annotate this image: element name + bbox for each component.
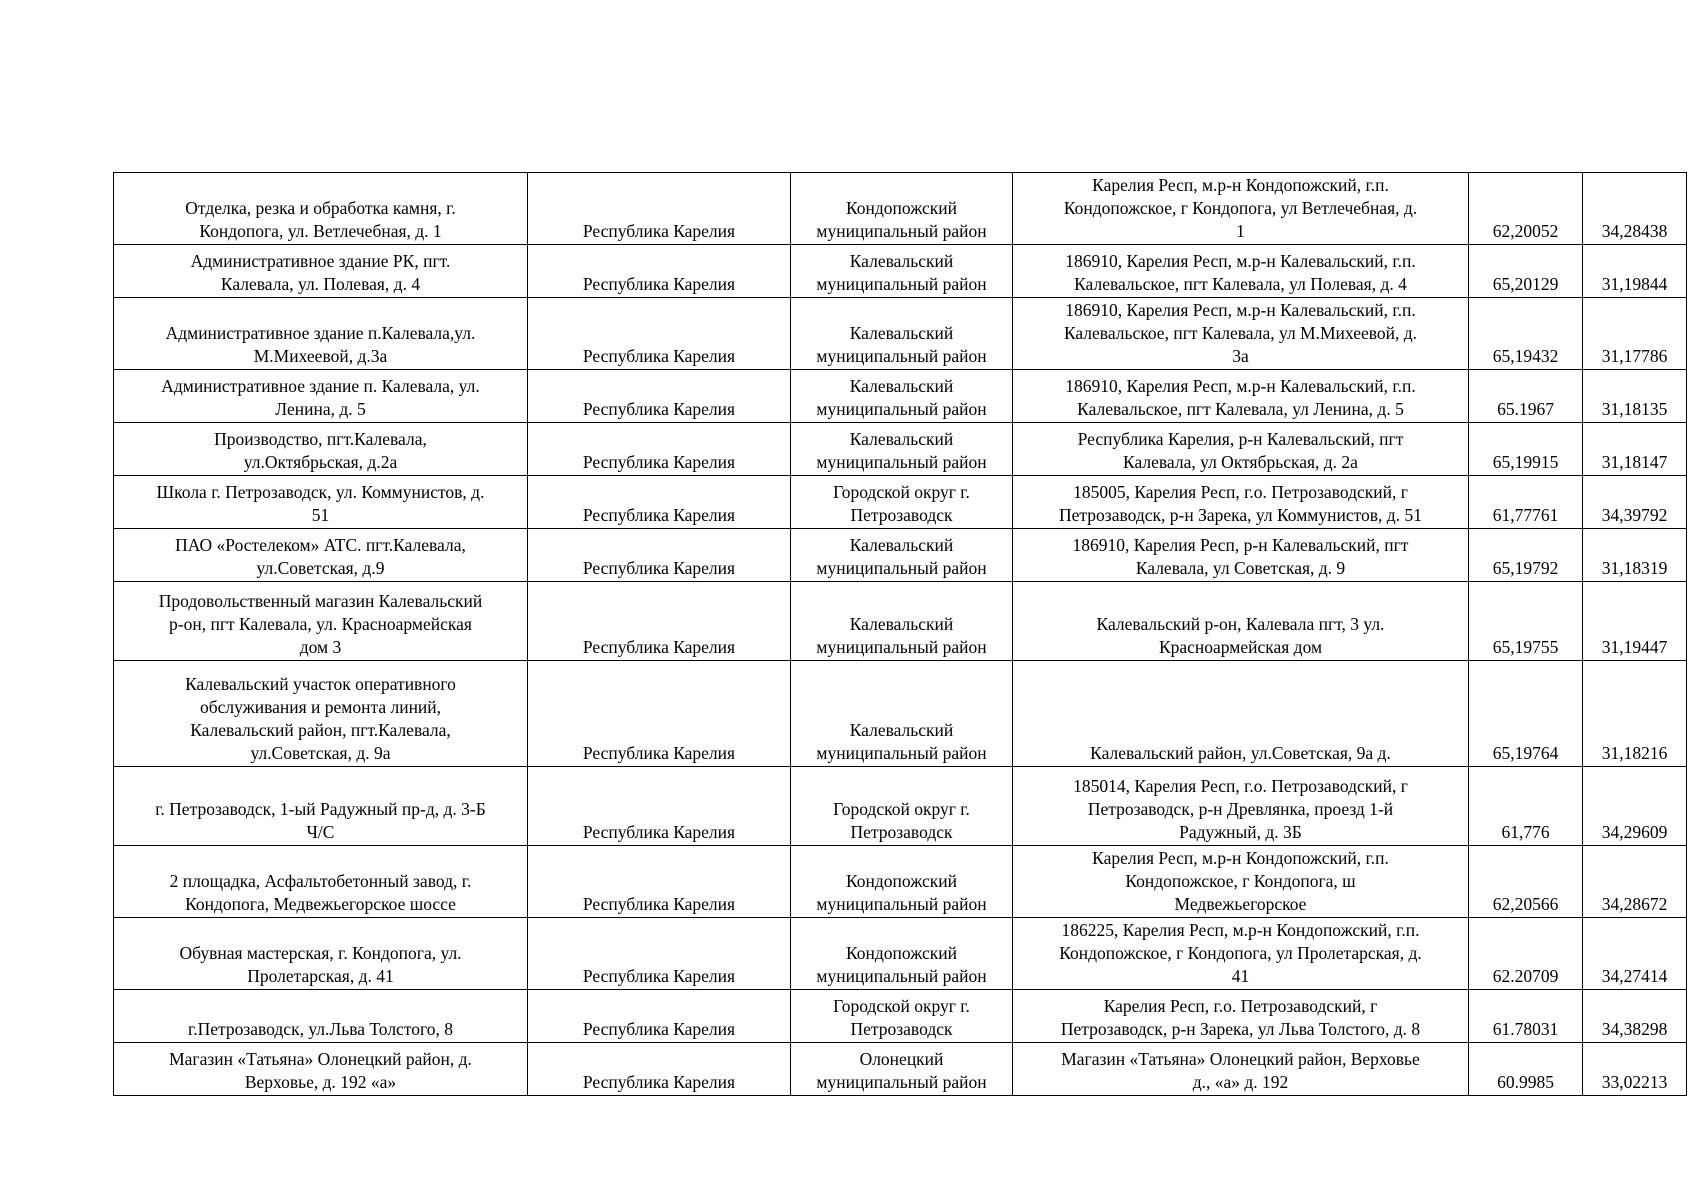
object-name-cell: Магазин «Татьяна» Олонецкий район, д. Верховье, д. 192 «а» bbox=[114, 1043, 528, 1096]
longitude-cell: 31,18135 bbox=[1583, 370, 1687, 423]
address-cell: Калевальский район, ул.Советская, 9а д. bbox=[1013, 661, 1469, 767]
district-cell: Калевальский муниципальный район bbox=[791, 582, 1013, 661]
region-cell: Республика Карелия bbox=[528, 582, 791, 661]
district-cell: Городской округ г. Петрозаводск bbox=[791, 767, 1013, 846]
address-cell: Карелия Респ, м.р-н Кондопожский, г.п. Кондопожское, г Кондопога, ул Ветлечебная, д. 1 bbox=[1013, 173, 1469, 245]
table-row bbox=[114, 476, 1687, 529]
object-name-cell: Административное здание п. Калевала, ул. Ленина, д. 5 bbox=[114, 370, 528, 423]
latitude-cell: 61,77761 bbox=[1469, 476, 1583, 529]
region-cell: Республика Карелия bbox=[528, 661, 791, 767]
district-cell: Калевальский муниципальный район bbox=[791, 661, 1013, 767]
region-cell: Республика Карелия bbox=[528, 767, 791, 846]
table-row bbox=[114, 423, 1687, 476]
region-cell: Республика Карелия bbox=[528, 423, 791, 476]
table-row bbox=[114, 173, 1687, 245]
latitude-cell: 65,19755 bbox=[1469, 582, 1583, 661]
region-cell: Республика Карелия bbox=[528, 1043, 791, 1096]
district-cell: Калевальский муниципальный район bbox=[791, 370, 1013, 423]
address-cell: 186910, Карелия Респ, р-н Калевальский, пгт Калевала, ул Советская, д. 9 bbox=[1013, 529, 1469, 582]
longitude-cell: 33,02213 bbox=[1583, 1043, 1687, 1096]
region-cell: Республика Карелия bbox=[528, 918, 791, 990]
object-name-cell: Административное здание п.Калевала,ул. М.Михеевой, д.3а bbox=[114, 298, 528, 370]
latitude-cell: 65.1967 bbox=[1469, 370, 1583, 423]
address-cell: 186910, Карелия Респ, м.р-н Калевальский, г.п. Калевальское, пгт Калевала, ул Ленина, д. 5 bbox=[1013, 370, 1469, 423]
address-cell: Карелия Респ, г.о. Петрозаводский, г Петрозаводск, р-н Зарека, ул Льва Толстого, д. 8 bbox=[1013, 990, 1469, 1043]
latitude-cell: 65,19764 bbox=[1469, 661, 1583, 767]
district-cell: Калевальский муниципальный район bbox=[791, 298, 1013, 370]
table-row bbox=[114, 529, 1687, 582]
object-name-cell: ПАО «Ростелеком» АТС. пгт.Калевала, ул.Советская, д.9 bbox=[114, 529, 528, 582]
address-cell: 185005, Карелия Респ, г.о. Петрозаводский, г Петрозаводск, р-н Зарека, ул Коммунистов, д. 51 bbox=[1013, 476, 1469, 529]
latitude-cell: 62,20052 bbox=[1469, 173, 1583, 245]
object-name-cell: Продовольственный магазин Калевальский р-он, пгт Калевала, ул. Красноармейская дом 3 bbox=[114, 582, 528, 661]
district-cell: Калевальский муниципальный район bbox=[791, 245, 1013, 298]
longitude-cell: 34,38298 bbox=[1583, 990, 1687, 1043]
object-name-cell: г.Петрозаводск, ул.Льва Толстого, 8 bbox=[114, 990, 528, 1043]
address-cell: 186225, Карелия Респ, м.р-н Кондопожский, г.п. Кондопожское, г Кондопога, ул Пролетарская, д. 41 bbox=[1013, 918, 1469, 990]
longitude-cell: 34,29609 bbox=[1583, 767, 1687, 846]
table-row bbox=[114, 661, 1687, 767]
object-name-cell: Школа г. Петрозаводск, ул. Коммунистов, д. 51 bbox=[114, 476, 528, 529]
address-cell: Республика Карелия, р-н Калевальский, пгт Калевала, ул Октябрьская, д. 2а bbox=[1013, 423, 1469, 476]
table-body bbox=[114, 173, 1687, 1096]
object-name-cell: Обувная мастерская, г. Кондопога, ул. Пролетарская, д. 41 bbox=[114, 918, 528, 990]
address-cell: Калевальский р-он, Калевала пгт, 3 ул. Красноармейская дом bbox=[1013, 582, 1469, 661]
table-row bbox=[114, 1043, 1687, 1096]
region-cell: Республика Карелия bbox=[528, 298, 791, 370]
district-cell: Кондопожский муниципальный район bbox=[791, 918, 1013, 990]
latitude-cell: 65,19792 bbox=[1469, 529, 1583, 582]
district-cell: Кондопожский муниципальный район bbox=[791, 173, 1013, 245]
district-cell: Калевальский муниципальный район bbox=[791, 529, 1013, 582]
longitude-cell: 31,18147 bbox=[1583, 423, 1687, 476]
table-row bbox=[114, 846, 1687, 918]
object-name-cell: Калевальский участок оперативного обслуживания и ремонта линий, Калевальский район, пгт.Калевала, ул.Советская, д. 9а bbox=[114, 661, 528, 767]
table-row bbox=[114, 370, 1687, 423]
latitude-cell: 61.78031 bbox=[1469, 990, 1583, 1043]
table-row bbox=[114, 582, 1687, 661]
latitude-cell: 65,19915 bbox=[1469, 423, 1583, 476]
longitude-cell: 31,19844 bbox=[1583, 245, 1687, 298]
longitude-cell: 34,28672 bbox=[1583, 846, 1687, 918]
district-cell: Калевальский муниципальный район bbox=[791, 423, 1013, 476]
longitude-cell: 31,18319 bbox=[1583, 529, 1687, 582]
latitude-cell: 61,776 bbox=[1469, 767, 1583, 846]
longitude-cell: 31,19447 bbox=[1583, 582, 1687, 661]
region-cell: Республика Карелия bbox=[528, 476, 791, 529]
longitude-cell: 34,27414 bbox=[1583, 918, 1687, 990]
table-row bbox=[114, 245, 1687, 298]
address-cell: 186910, Карелия Респ, м.р-н Калевальский, г.п. Калевальское, пгт Калевала, ул М.Михеевой, д. 3а bbox=[1013, 298, 1469, 370]
region-cell: Республика Карелия bbox=[528, 245, 791, 298]
latitude-cell: 65,19432 bbox=[1469, 298, 1583, 370]
region-cell: Республика Карелия bbox=[528, 846, 791, 918]
region-cell: Республика Карелия bbox=[528, 529, 791, 582]
locations-table bbox=[113, 172, 1687, 1096]
address-cell: Карелия Респ, м.р-н Кондопожский, г.п. Кондопожское, г Кондопога, ш Медвежьегорское bbox=[1013, 846, 1469, 918]
district-cell: Олонецкий муниципальный район bbox=[791, 1043, 1013, 1096]
latitude-cell: 60.9985 bbox=[1469, 1043, 1583, 1096]
district-cell: Городской округ г. Петрозаводск bbox=[791, 476, 1013, 529]
region-cell: Республика Карелия bbox=[528, 173, 791, 245]
address-cell: Магазин «Татьяна» Олонецкий район, Верховье д., «а» д. 192 bbox=[1013, 1043, 1469, 1096]
table-row bbox=[114, 918, 1687, 990]
latitude-cell: 65,20129 bbox=[1469, 245, 1583, 298]
table-row bbox=[114, 767, 1687, 846]
latitude-cell: 62.20709 bbox=[1469, 918, 1583, 990]
region-cell: Республика Карелия bbox=[528, 990, 791, 1043]
district-cell: Кондопожский муниципальный район bbox=[791, 846, 1013, 918]
object-name-cell: г. Петрозаводск, 1-ый Радужный пр-д, д. 3-Б Ч/С bbox=[114, 767, 528, 846]
region-cell: Республика Карелия bbox=[528, 370, 791, 423]
longitude-cell: 31,17786 bbox=[1583, 298, 1687, 370]
object-name-cell: 2 площадка, Асфальтобетонный завод, г. Кондопога, Медвежьегорское шоссе bbox=[114, 846, 528, 918]
object-name-cell: Производство, пгт.Калевала, ул.Октябрьская, д.2а bbox=[114, 423, 528, 476]
longitude-cell: 31,18216 bbox=[1583, 661, 1687, 767]
object-name-cell: Отделка, резка и обработка камня, г. Кондопога, ул. Ветлечебная, д. 1 bbox=[114, 173, 528, 245]
district-cell: Городской округ г. Петрозаводск bbox=[791, 990, 1013, 1043]
address-cell: 186910, Карелия Респ, м.р-н Калевальский, г.п. Калевальское, пгт Калевала, ул Полевая, д. 4 bbox=[1013, 245, 1469, 298]
table-row bbox=[114, 298, 1687, 370]
latitude-cell: 62,20566 bbox=[1469, 846, 1583, 918]
table-row bbox=[114, 990, 1687, 1043]
address-cell: 185014, Карелия Респ, г.о. Петрозаводский, г Петрозаводск, р-н Древлянка, проезд 1-й Радужный, д. 3Б bbox=[1013, 767, 1469, 846]
longitude-cell: 34,39792 bbox=[1583, 476, 1687, 529]
longitude-cell: 34,28438 bbox=[1583, 173, 1687, 245]
object-name-cell: Административное здание РК, пгт. Калевала, ул. Полевая, д. 4 bbox=[114, 245, 528, 298]
